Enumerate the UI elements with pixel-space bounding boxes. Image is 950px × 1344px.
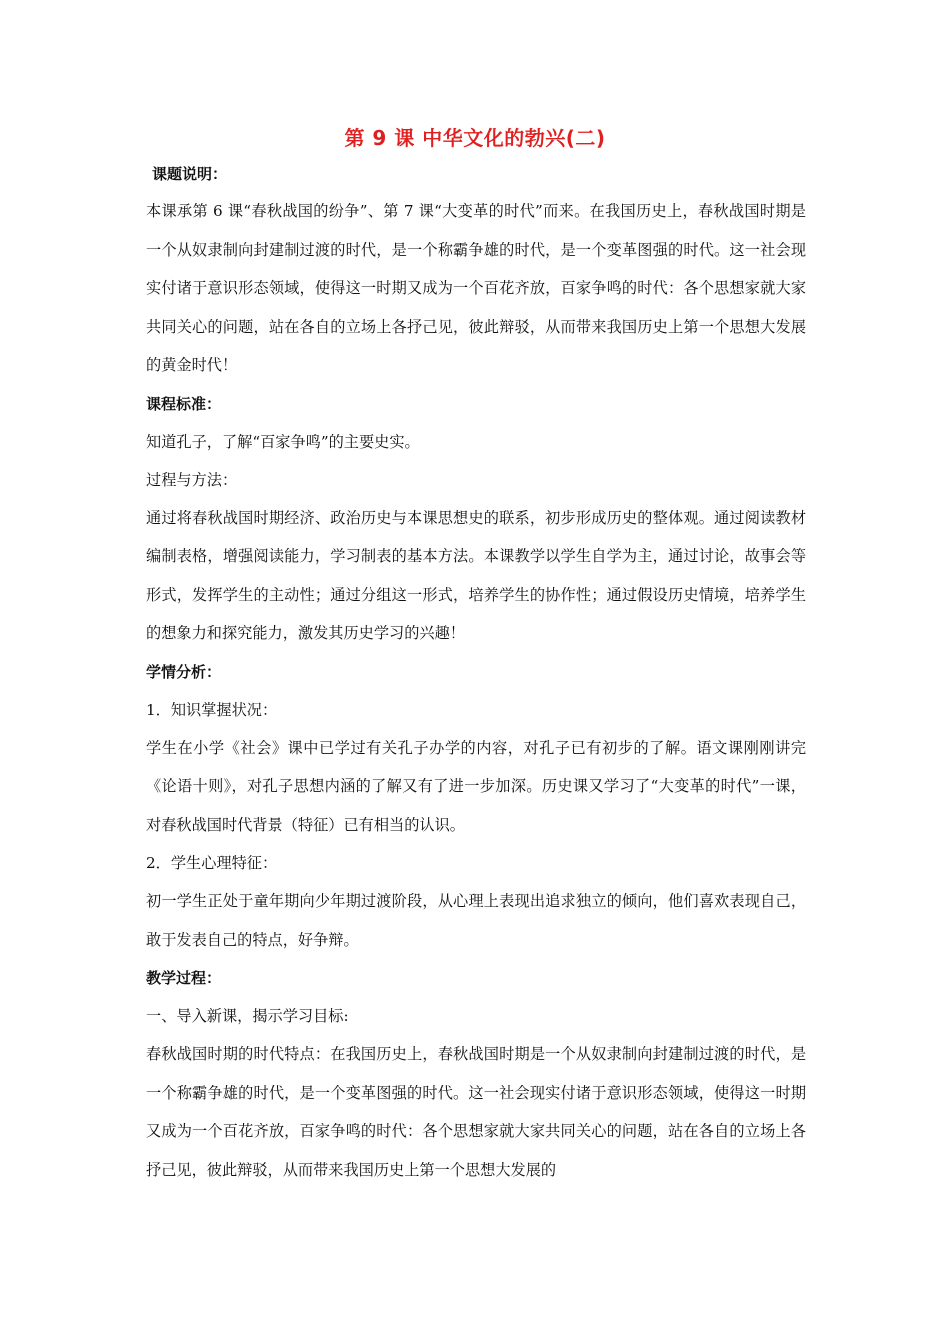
- teaching-step1-paragraph: 春秋战国时期的时代特点：在我国历史上，春秋战国时期是一个从奴隶制向封建制过渡的时代，是一个称霸争雄的时代，是一个变革图强的时代。这一社会现实付诸于意识形态领域，使得这一时期又成为一个百花齐放，百家争鸣的时代：各个思想家就大家共同关心的问题，站在各自的立场上各抒己见，彼此辩驳，从而带来我国历史上第一个思想大发展的: [146, 1045, 806, 1179]
- analysis-heading: 学情分析：: [146, 662, 222, 681]
- analysis-item1-paragraph: 学生在小学《社会》课中已学过有关孔子办学的内容，对孔子已有初步的了解。语文课刚刚讲完《论语十则》，对孔子思想内涵的了解又有了进一步加深。历史课又学习了“大变革的时代”一课，对春秋战国时代背景（特征）已有相当的认识。: [146, 738, 806, 834]
- topic-heading: 课题说明：: [152, 165, 228, 183]
- process-label: 过程与方法：: [146, 470, 238, 489]
- process-paragraph: 通过将春秋战国时期经济、政治历史与本课思想史的联系，初步形成历史的整体观。通过阅读教材编制表格，增强阅读能力，学习制表的基本方法。本课教学以学生自学为主，通过讨论，故事会等形式，发挥学生的主动性；通过分组这一形式，培养学生的协作性；通过假设历史情境，培养学生的想象力和探究能力，激发其历史学习的兴趣！: [146, 508, 806, 642]
- analysis-item1-label: 1．知识掌握状况：: [146, 700, 278, 719]
- analysis-item2-label: 2．学生心理特征：: [146, 854, 278, 872]
- teaching-heading: 教学过程：: [146, 969, 222, 987]
- document-body: [146, 156, 806, 1189]
- page-title: 第 9 课 中华文化的勃兴(二): [344, 126, 606, 150]
- teaching-step1-label: 一、导入新课，揭示学习目标:: [146, 1007, 349, 1025]
- standard-heading: 课程标准：: [146, 394, 222, 413]
- analysis-item2-paragraph: 初一学生正处于童年期向少年期过渡阶段，从心理上表现出追求独立的倾向，他们喜欢表现自己，敢于发表自己的特点，好争辩。: [146, 892, 806, 949]
- topic-paragraph: 本课承第 6 课“春秋战国的纷争”、第 7 课“大变革的时代”而来。在我国历史上，春秋战国时期是一个从奴隶制向封建制过渡的时代，是一个称霸争雄的时代，是一个变革图强的时代。这一社会现实付诸于意识形态领域，使得这一时期又成为一个百花齐放，百家争鸣的时代：各个思想家就大家共同关心的问题，站在各自的立场上各抒己见，彼此辩驳，从而带来我国历史上第一个思想大发展的黄金时代！: [146, 202, 806, 374]
- standard-paragraph: 知道孔子，了解“百家争鸣”的主要史实。: [146, 432, 420, 451]
